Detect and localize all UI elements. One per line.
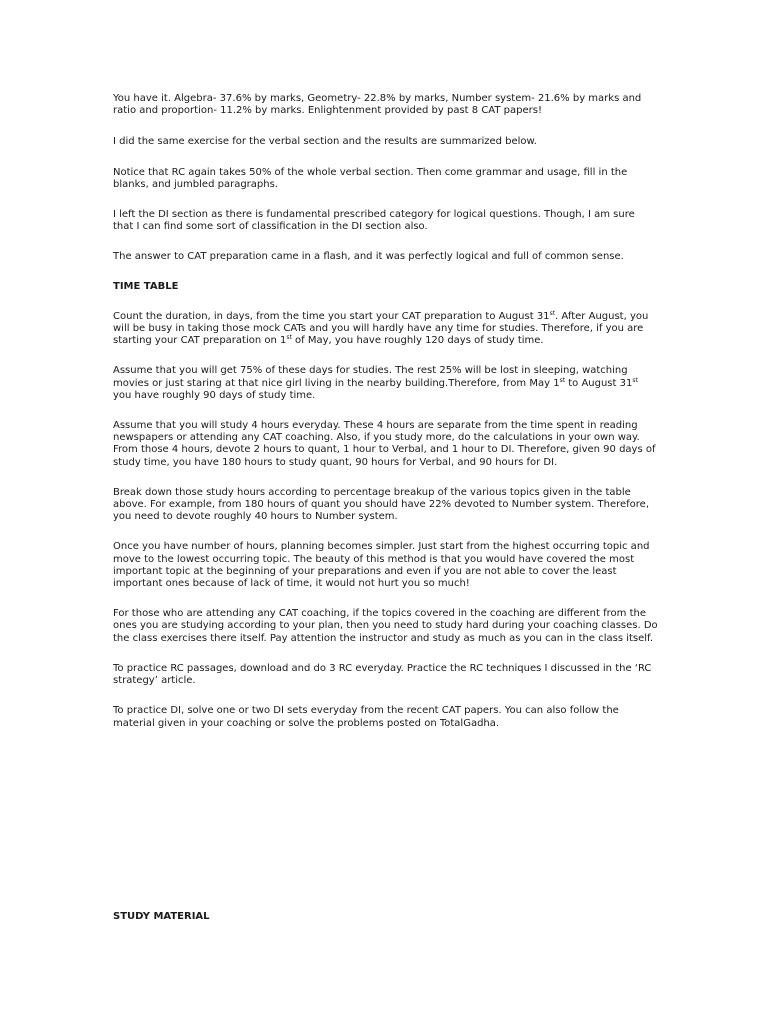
heading-study-material: STUDY MATERIAL	[113, 911, 210, 922]
paragraph-coaching: For those who are attending any CAT coaching, if the topics covered in the coaching are different from the ones you are studying according to your plan, then you need to study hard during your coaching classes. Do the class exercises there itself. Pay attention the instructor and study as much as you can in the class itself.	[113, 608, 658, 644]
paragraph-count-duration: Count the duration, in days, from the time you start your CAT preparation to August 31st. After August, you will be busy in taking those mock CATs and you will hardly have any time for studies. Therefore, if you are starting your CAT preparation on 1st of May, you have roughly 120 days of study time.	[113, 309, 649, 347]
document-page	[113, 93, 658, 922]
paragraph-answer: The answer to CAT preparation came in a flash, and it was perfectly logical and full of common sense.	[113, 251, 624, 263]
paragraph-verbal-exercise: I did the same exercise for the verbal section and the results are summarized below.	[113, 136, 537, 148]
paragraph-planning: Once you have number of hours, planning becomes simpler. Just start from the highest occurring topic and move to the lowest occurring topic. The beauty of this method is that you would have covered the most important topic at the beginning of your preparations and even if you are not able to cover the least important ones because of lack of time, it would not hurt you so much!	[113, 541, 650, 590]
paragraph-assume-days: Assume that you will get 75% of these days for studies. The rest 25% will be lost in sleeping, watching movies or just staring at that nice girl living in the nearby building.Therefore, from May 1st to August 31st you have roughly 90 days of study time.	[113, 365, 638, 401]
paragraph-di-section: I left the DI section as there is fundamental prescribed category for logical questions. Though, I am sure that I can find some sort of classification in the DI section also.	[113, 209, 635, 233]
paragraph-breakdown: Break down those study hours according to percentage breakup of the various topics given in the table above. For example, from 180 hours of quant you should have 22% devoted to Number system. Therefore, you need to devote roughly 40 hours to Number system.	[113, 486, 650, 523]
paragraph-practice-rc: To practice RC passages, download and do 3 RC everyday. Practice the RC techniques I discussed in the ‘RC strategy’ article.	[113, 662, 652, 687]
paragraph-algebra-stats: You have it. Algebra- 37.6% by marks, Geometry- 22.8% by marks, Number system- 21.6% by marks and ratio and proportion- 11.2% by marks. Enlightenment provided by past 8 CAT papers!	[113, 93, 642, 117]
heading-time-table: TIME TABLE	[113, 280, 179, 292]
paragraph-rc-share: Notice that RC again takes 50% of the whole verbal section. Then come grammar and usage, fill in the blanks, and jumbled paragraphs.	[113, 166, 628, 190]
paragraph-study-hours: Assume that you will study 4 hours everyday. These 4 hours are separate from the time spent in reading newspapers or attending any CAT coaching. Also, if you study more, do the calculations in your own way. From those 4 hours, devote 2 hours to quant, 1 hour to Verbal, and 1 hour to DI. Therefore, given 90 days of study time, you have 180 hours to study quant, 90 hours for Verbal, and 90 hours for DI.	[113, 420, 656, 468]
paragraph-practice-di: To practice DI, solve one or two DI sets everyday from the recent CAT papers. You can also follow the material given in your coaching or solve the problems posted on TotalGadha.	[113, 705, 619, 729]
